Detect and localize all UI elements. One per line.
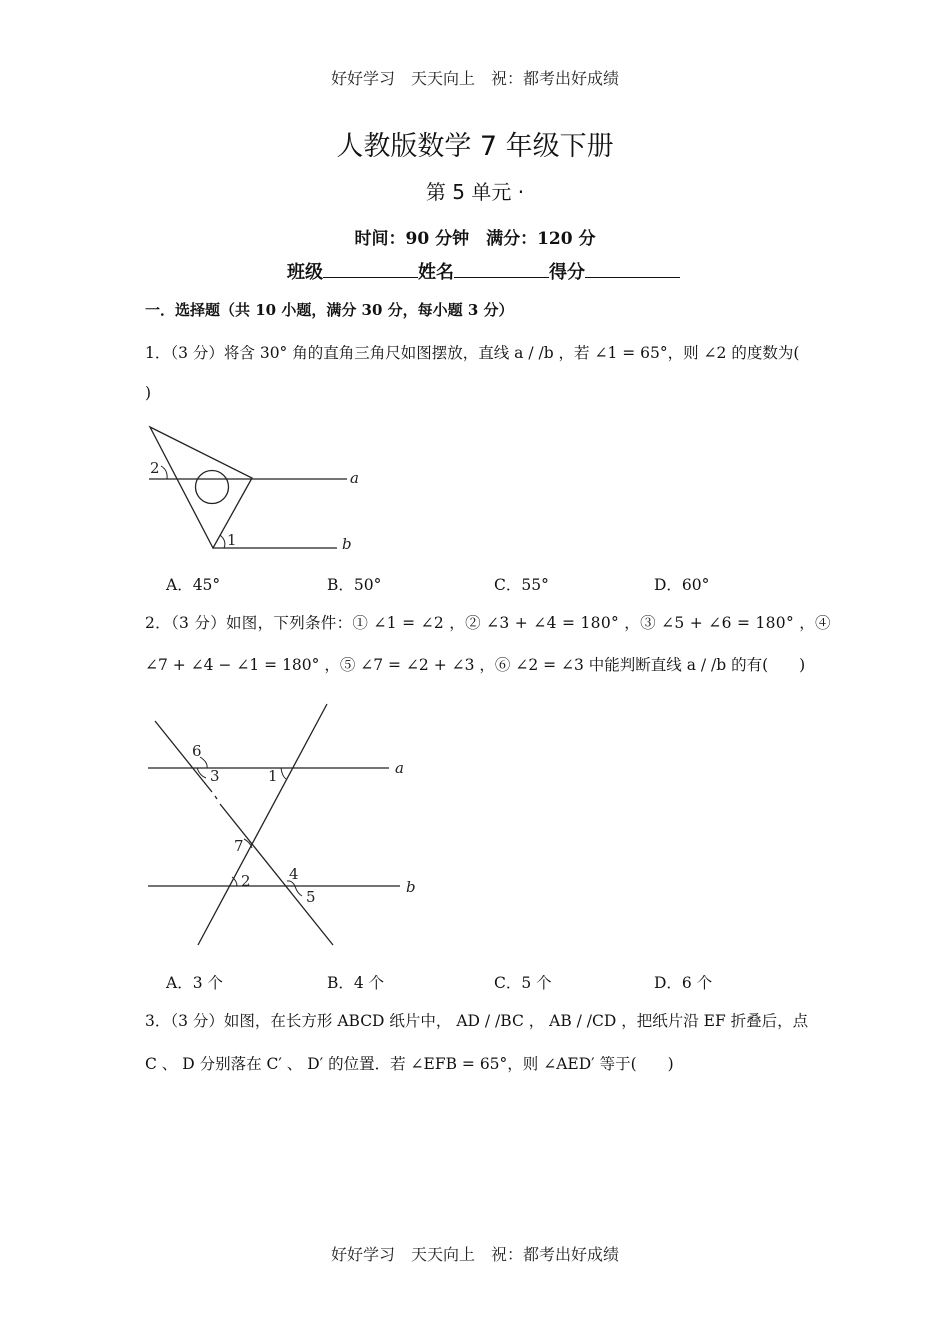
q1-option-c[interactable]: C．55°	[494, 576, 549, 594]
q1-option-b[interactable]: B．50°	[327, 576, 382, 594]
q2-arc-2	[232, 877, 237, 886]
page-header: 好好学习 天天向上 祝：都考出好成绩	[330, 69, 619, 88]
q2-arc-3	[197, 768, 206, 778]
q2-transversal-2c	[220, 804, 333, 945]
q2-transversal-2a	[155, 721, 212, 792]
q2-label-b: b	[406, 878, 416, 896]
score-label: 得分	[549, 262, 585, 283]
q2-option-d[interactable]: D．6 个	[654, 974, 713, 992]
class-label: 班级	[287, 262, 323, 283]
q1-option-a[interactable]: A．45°	[166, 576, 221, 594]
q3-text-line2: C 、 D 分别落在 C′ 、 D′ 的位置．若 ∠EFB = 65°，则 ∠AED′ 等于( )	[145, 1055, 674, 1073]
q2-arc-5	[295, 886, 302, 896]
q1-option-d[interactable]: D．60°	[654, 576, 710, 594]
q1-label-1: 1	[227, 531, 237, 549]
q2-label-6: 6	[192, 742, 202, 760]
exam-meta: 时间：90 分钟 满分：120 分	[354, 229, 596, 249]
q2-label-7: 7	[234, 837, 244, 855]
q2-label-3: 3	[210, 767, 220, 785]
unit-title: 第 5 单元 ·	[425, 180, 525, 204]
q2-label-a: a	[395, 759, 404, 777]
q1-label-2: 2	[150, 459, 160, 477]
q1-text-line2: )	[145, 384, 152, 402]
q2-option-b[interactable]: B．4 个	[327, 974, 385, 992]
q1-text-line1: 1．（3 分）将含 30° 角的直角三角尺如图摆放，直线 a / /b ，若 ∠1 = 65°，则 ∠2 的度数为(	[145, 344, 800, 362]
q2-arc-1	[281, 768, 286, 779]
q2-label-2: 2	[241, 872, 251, 890]
section-heading: 一．选择题（共 10 小题，满分 30 分，每小题 3 分）	[145, 301, 514, 319]
q1-label-b: b	[342, 535, 352, 553]
page-footer: 好好学习 天天向上 祝：都考出好成绩	[330, 1245, 619, 1264]
q2-text-line1: 2．（3 分）如图，下列条件：① ∠1 = ∠2 ，② ∠3 + ∠4 = 180° ，③ ∠5 + ∠6 = 180° ，④	[145, 614, 831, 632]
q2-transversal-2b	[215, 796, 217, 799]
q2-text-line2: ∠7 + ∠4 − ∠1 = 180° ，⑤ ∠7 = ∠2 + ∠3 ，⑥ ∠2 = ∠3 中能判断直线 a / /b 的有( )	[145, 656, 806, 674]
q2-label-1: 1	[268, 767, 278, 785]
q2-label-4: 4	[289, 865, 299, 883]
q1-label-a: a	[350, 469, 359, 487]
q2-option-c[interactable]: C．5 个	[494, 974, 552, 992]
page-title: 人教版数学 7 年级下册	[336, 131, 614, 162]
name-label: 姓名	[418, 262, 454, 283]
q2-label-5: 5	[306, 888, 316, 906]
q3-text-line1: 3．（3 分）如图，在长方形 ABCD 纸片中， AD / /BC ， AB / /CD ，把纸片沿 EF 折叠后，点	[145, 1012, 809, 1030]
q2-transversal-1	[198, 704, 327, 945]
q2-option-a[interactable]: A．3 个	[166, 974, 223, 992]
